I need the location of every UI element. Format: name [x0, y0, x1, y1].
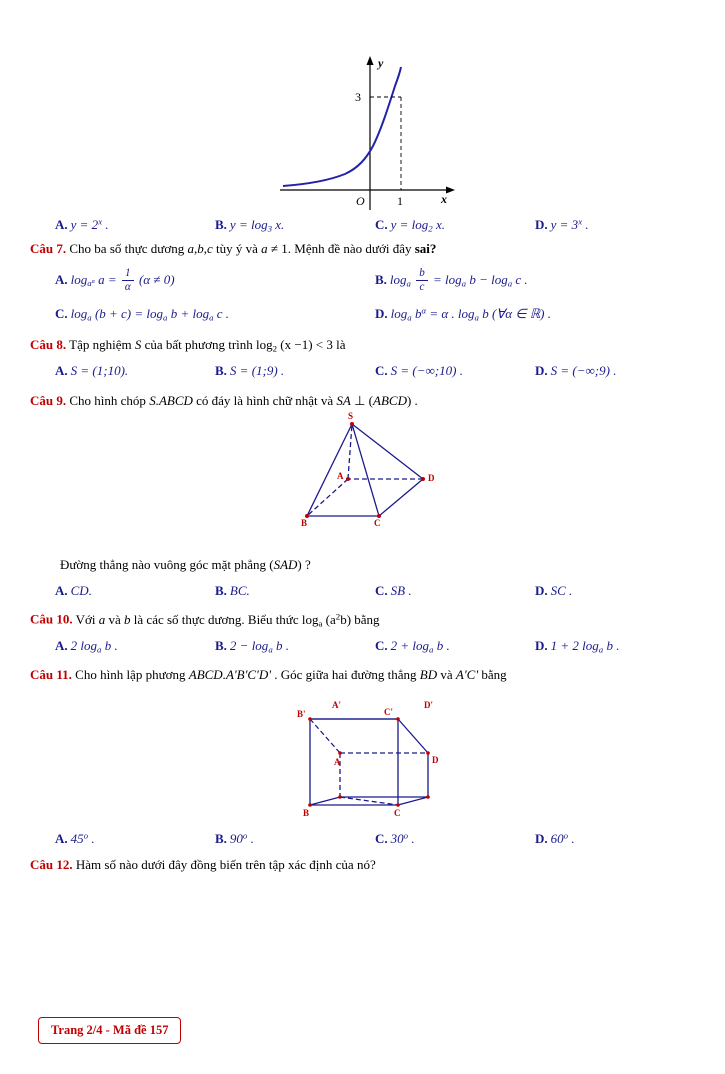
q8-option-c-text: S = (−∞;10) .: [390, 363, 463, 379]
q10-option-c[interactable]: [375, 638, 535, 654]
page-footer-badge: [38, 1017, 181, 1044]
pyramid-label-s: S: [348, 411, 354, 422]
q7-option-c[interactable]: [55, 306, 375, 323]
q12-label: Câu 12.: [30, 856, 73, 872]
q9-sub-stem: [0, 557, 725, 573]
q10-option-d[interactable]: [535, 638, 695, 654]
q10-option-a-text: 2 $\log_a b$ .: [70, 638, 118, 655]
q11-option-d-letter: D.: [535, 830, 548, 846]
cube-label-a: A: [334, 756, 341, 767]
q7-option-a-text: $\log_{a^\alpha} a$ = $\frac{1}{\alpha}$ (α ≠ 0): [70, 267, 175, 294]
q11-option-c-text: 30$^o$ .: [390, 830, 415, 846]
q9-option-a-text: CD.: [70, 583, 92, 599]
q6-options: [0, 217, 725, 233]
q6-option-a-text: $y = 2^x$ .: [70, 217, 109, 233]
q6-option-d[interactable]: [535, 217, 695, 233]
q7-option-d-letter: D.: [375, 306, 388, 322]
q9-option-d[interactable]: [535, 583, 695, 599]
q9-label: Câu 9.: [30, 393, 67, 409]
q11-option-d[interactable]: [535, 831, 695, 847]
q9-sub-stem-text: Đường thẳng nào vuông góc mặt phẳng (SAD) ?: [60, 557, 311, 573]
q6-option-b-letter: B.: [215, 217, 227, 232]
q9-option-a-letter: A.: [55, 583, 68, 599]
q11-stem-line: [0, 667, 725, 683]
q7-options-row1: [0, 267, 725, 293]
q12-stem-line: [0, 857, 725, 873]
q11-option-a[interactable]: [55, 831, 215, 847]
q7-stem: Cho ba số thực dương a,b,c tùy ý và a ≠ 1. Mệnh đề nào dưới đây sai?: [69, 241, 437, 257]
q11-option-b-text: 90$^o$ .: [229, 830, 254, 846]
q10-option-a[interactable]: [55, 638, 215, 654]
q8-option-b-text: S = (1;9) .: [229, 363, 285, 379]
graph-x-label: x: [441, 192, 447, 206]
cube-label-d-prime: D': [424, 699, 433, 710]
cube-label-b: B: [303, 807, 310, 818]
q11-label: Câu 11.: [30, 666, 72, 682]
q7-options-row2: [0, 306, 725, 323]
q8-option-d-letter: D.: [535, 363, 548, 379]
q8-option-b-letter: B.: [215, 363, 227, 379]
q6-option-c-letter: C.: [375, 217, 388, 232]
pyramid-label-d: D: [428, 473, 435, 484]
q10-stem: Với a và b là các số thực dương. Biểu thức $\log_a (a^2b)$ bằng: [75, 611, 380, 629]
q8-option-d-text: S = (−∞;9) .: [550, 363, 617, 379]
q12-stem: Hàm số nào dưới đây đồng biến trên tập xác định của nó?: [75, 856, 376, 872]
q10-stem-line: [0, 611, 725, 628]
q11-stem: Cho hình lập phương ABCD.A'B'C'D' . Góc giữa hai đường thẳng BD và A'C' bằng: [75, 666, 507, 682]
q9-option-c-letter: C.: [375, 583, 388, 599]
pyramid-label-c: C: [374, 518, 381, 529]
q9-options: [0, 583, 725, 599]
q7-stem-line: [0, 241, 725, 257]
page-footer-text: Trang 2/4 - Mã đề 157: [51, 1023, 169, 1037]
q10-option-b-text: $2 - \log_a b$ .: [229, 638, 289, 655]
q9-option-a[interactable]: [55, 583, 215, 599]
q9-option-d-text: SC .: [550, 583, 573, 599]
q8-stem-line: [0, 337, 725, 353]
q8-option-c[interactable]: [375, 363, 535, 379]
q10-option-c-letter: C.: [375, 638, 388, 654]
q6-option-c[interactable]: [375, 217, 535, 233]
q6-option-b[interactable]: [215, 217, 375, 233]
q11-options: [0, 831, 725, 847]
q6-option-d-letter: D.: [535, 217, 548, 233]
graph-y-label: y: [378, 56, 384, 70]
q7-option-a-letter: A.: [55, 271, 68, 287]
q11-option-a-letter: A.: [55, 830, 68, 846]
graph-x-tick: 1: [397, 194, 403, 208]
q9-option-b-text: BC.: [229, 583, 250, 599]
cube-svg: [0, 685, 725, 825]
q9-stem: Cho hình chóp S.ABCD có đáy là hình chữ nhật và SA ⊥ (ABCD) .: [69, 393, 418, 409]
q7-option-c-letter: C.: [55, 305, 68, 321]
cube-label-c: C: [394, 807, 401, 818]
q7-option-c-text: $\log_a (b + c) = \log_a b + \log_a c$ .: [70, 305, 230, 323]
exponential-graph-figure: [0, 50, 725, 210]
q11-option-a-text: 45$^o$ .: [70, 830, 95, 846]
graph-origin-label: O: [356, 194, 365, 208]
q9-option-c-text: SB .: [390, 583, 412, 599]
q7-label: Câu 7.: [30, 241, 67, 257]
q11-option-d-text: 60$^o$ .: [550, 830, 575, 846]
q8-option-b[interactable]: [215, 363, 375, 379]
q6-option-a-letter: A.: [55, 217, 68, 233]
cube-figure: [0, 685, 725, 825]
q8-label: Câu 8.: [30, 336, 67, 352]
q6-option-a[interactable]: [55, 217, 215, 233]
cube-label-a-prime: A': [332, 699, 341, 710]
q7-option-a[interactable]: [55, 267, 375, 293]
q10-option-b[interactable]: [215, 638, 375, 654]
q10-option-b-letter: B.: [215, 638, 227, 654]
q10-options: [0, 638, 725, 654]
graph-y-tick: 3: [355, 90, 361, 104]
q9-option-d-letter: D.: [535, 583, 548, 599]
q9-option-b-letter: B.: [215, 583, 227, 599]
q7-option-b-letter: B.: [375, 271, 387, 287]
q8-option-a-text: S = (1;10).: [70, 363, 129, 379]
cube-label-c-prime: C': [384, 706, 393, 717]
q10-option-a-letter: A.: [55, 638, 68, 654]
q8-option-d[interactable]: [535, 363, 695, 379]
q9-option-b[interactable]: [215, 583, 375, 599]
pyramid-label-b: B: [301, 518, 308, 529]
q9-stem-line: [0, 393, 725, 409]
cube-label-d: D: [432, 754, 439, 765]
q10-option-d-text: 1 + 2 $\log_a b$ .: [550, 638, 620, 655]
q10-label: Câu 10.: [30, 611, 73, 627]
q11-option-c[interactable]: [375, 831, 535, 847]
q11-option-b-letter: B.: [215, 830, 227, 846]
pyramid-figure: [0, 411, 725, 529]
q8-option-a[interactable]: [55, 363, 215, 379]
q8-option-c-letter: C.: [375, 363, 388, 379]
q7-option-b-text: $\log_a$ $\frac{b}{c}$ = $\log_a b - \log_a c$ .: [389, 267, 528, 294]
q11-option-b[interactable]: [215, 831, 375, 847]
pyramid-label-a: A: [337, 471, 344, 482]
q6-option-d-text: $y = 3^x$ .: [550, 217, 589, 233]
q8-options: [0, 363, 725, 379]
exam-page: [0, 50, 725, 1074]
q8-option-a-letter: A.: [55, 363, 68, 379]
q8-stem: Tập nghiệm S của bất phương trình $\log_2 (x -1) < 3$ là: [69, 336, 346, 354]
q10-option-c-text: $2 + \log_a b$ .: [390, 638, 450, 655]
q6-option-c-text: $y = \log_2 x$.: [390, 217, 445, 234]
q10-option-d-letter: D.: [535, 638, 548, 654]
graph-svg: [0, 50, 725, 215]
q9-option-c[interactable]: [375, 583, 535, 599]
pyramid-svg: [0, 411, 725, 529]
q6-option-b-text: $y = \log_3 x$.: [229, 217, 285, 234]
q11-option-c-letter: C.: [375, 830, 388, 846]
q7-option-d[interactable]: [375, 306, 695, 323]
q7-option-d-text: $\log_a b^\alpha = \alpha$ . $\log_a b$ (∀α ∈ ℝ) .: [390, 305, 551, 323]
cube-label-b-prime: B': [297, 708, 306, 719]
q7-option-b[interactable]: [375, 267, 695, 293]
